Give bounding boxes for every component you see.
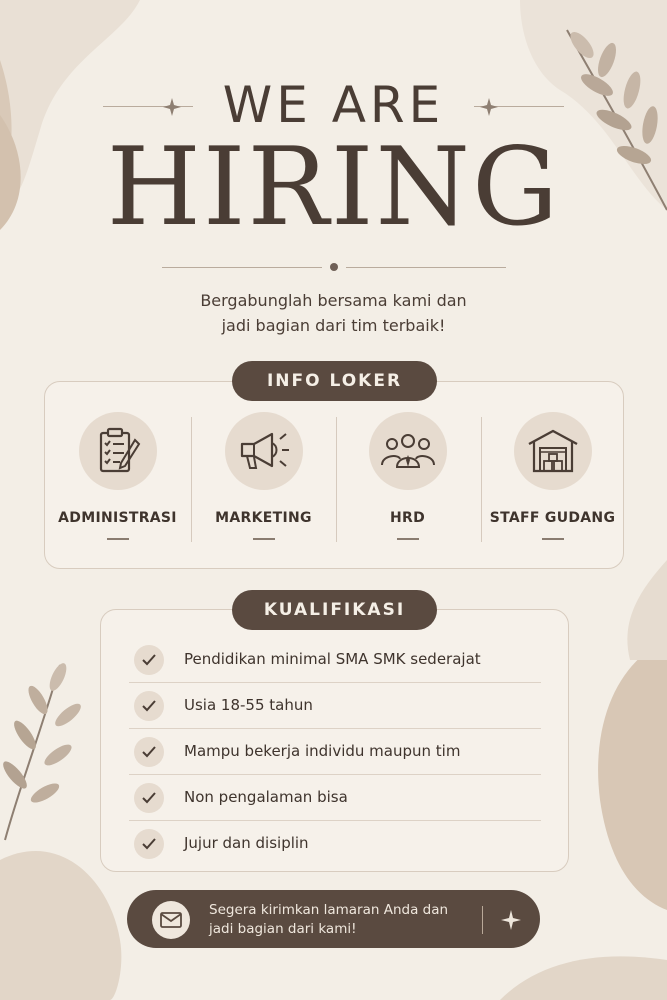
sparkle-icon [497,906,525,934]
subtitle-line-2: jadi bagian dari tim terbaik! [221,316,446,335]
cta-separator [482,906,483,934]
divider-dot [330,263,338,271]
qualification-text: Mampu bekerja individu maupun tim [184,742,461,760]
mail-icon [152,901,190,939]
cta-text [209,901,448,939]
job-label: ADMINISTRASI [58,510,177,526]
headline-we-are: WE ARE [222,76,445,134]
job-label: MARKETING [215,510,312,526]
checkmark-icon [134,829,164,859]
checkmark-icon [134,783,164,813]
warehouse-icon [514,412,592,490]
qualification-item [129,637,541,683]
team-icon [369,412,447,490]
clipboard-icon [79,412,157,490]
divider-left [162,267,322,268]
checkmark-icon [134,645,164,675]
job-dash [397,538,419,540]
headline-hiring: HIRING [106,125,561,250]
job-dash [107,538,129,540]
job-staff-gudang [480,412,625,540]
subtitle [0,288,667,338]
job-administrasi [45,412,190,540]
qualification-text: Pendidikan minimal SMA SMK sederajat [184,650,481,668]
info-loker-title: INFO LOKER [232,361,437,401]
info-loker-card [44,381,624,569]
qualification-text: Non pengalaman bisa [184,788,348,806]
checkmark-icon [134,691,164,721]
job-label: STAFF GUDANG [489,510,616,526]
cta-line-1: Segera kirimkan lamaran Anda dan [209,902,449,918]
job-label: HRD [389,510,426,526]
megaphone-icon [225,412,303,490]
kualifikasi-title: KUALIFIKASI [232,590,437,630]
kualifikasi-card [100,609,569,872]
cta-line-2: jadi bagian dari kami! [209,921,357,937]
qualification-item [129,775,541,821]
job-marketing [191,412,336,540]
job-dash [542,538,564,540]
qualification-item [129,683,541,729]
apply-cta[interactable] [127,890,540,948]
leaf-branch-icon [0,655,95,845]
checkmark-icon [134,737,164,767]
qualification-text: Usia 18-55 tahun [184,696,313,714]
qualification-item [129,821,541,867]
qualification-item [129,729,541,775]
job-dash [253,538,275,540]
qualification-text: Jujur dan disiplin [184,834,309,852]
divider-right [346,267,506,268]
subtitle-line-1: Bergabunglah bersama kami dan [200,291,467,310]
job-hrd [335,412,480,540]
